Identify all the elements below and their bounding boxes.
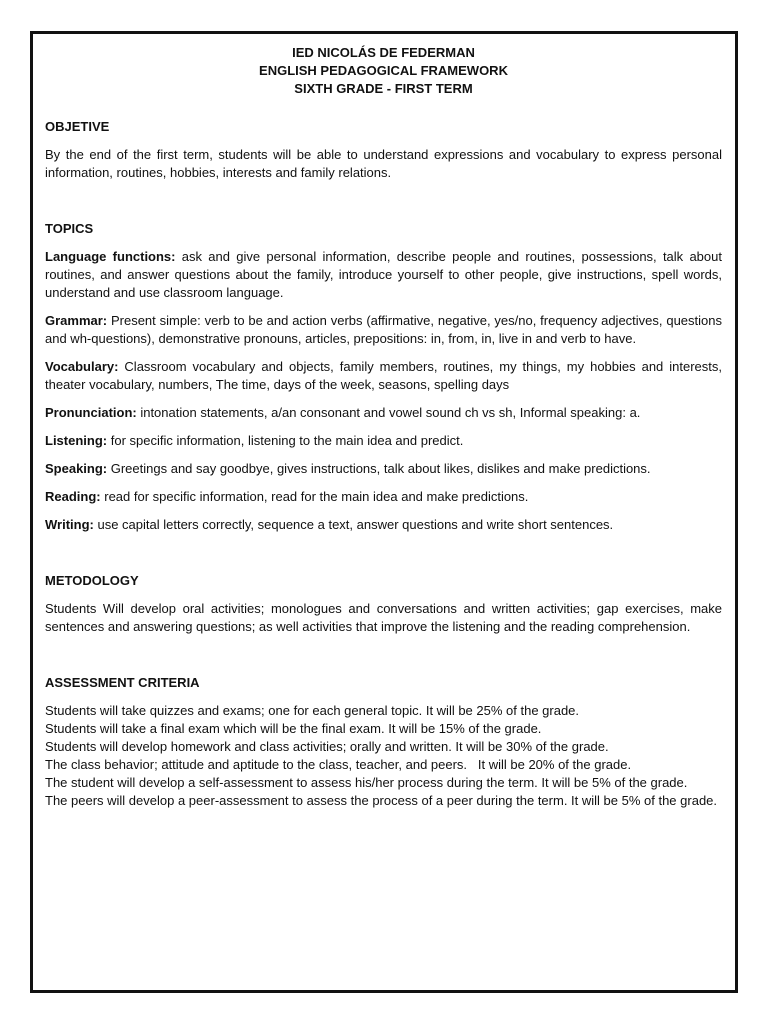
topic-label: Writing: bbox=[45, 517, 94, 532]
topic-label: Pronunciation: bbox=[45, 405, 137, 420]
topic-text: for specific information, listening to the main idea and predict. bbox=[107, 433, 464, 448]
assessment-heading: ASSESSMENT CRITERIA bbox=[45, 675, 200, 690]
document-body bbox=[45, 44, 722, 810]
topic-text: use capital letters correctly, sequence a text, answer questions and write short sentences. bbox=[93, 517, 614, 532]
methodology-heading: METODOLOGY bbox=[45, 573, 139, 588]
topic-text: Present simple: verb to be and action verbs (affirmative, negative, yes/no, frequency adjectives, questions and wh-questions), demonstrative pronouns, articles, prepositions: in, from, in, live in and verb to have. bbox=[45, 313, 722, 346]
methodology-text: Students Will develop oral activities; monologues and conversations and written activities; gap exercises, make sentences and answering questions; as well activities that improve the listening and the reading comprehension. bbox=[45, 601, 722, 634]
assessment-list bbox=[45, 702, 722, 810]
topic-reading bbox=[45, 488, 722, 506]
grade-term: SIXTH GRADE - FIRST TERM bbox=[294, 81, 473, 96]
framework-title: ENGLISH PEDAGOGICAL FRAMEWORK bbox=[259, 63, 508, 78]
topic-text: intonation statements, a/an consonant and vowel sound ch vs sh, Informal speaking: a. bbox=[136, 405, 641, 420]
topics-heading: TOPICS bbox=[45, 221, 94, 236]
topic-writing bbox=[45, 516, 722, 534]
objective-text: By the end of the first term, students will be able to understand expressions and vocabulary to express personal information, routines, hobbies, interests and family relations. bbox=[45, 147, 722, 180]
topic-label: Vocabulary: bbox=[45, 359, 119, 374]
topic-label: Speaking: bbox=[45, 461, 108, 476]
topic-label: Listening: bbox=[45, 433, 108, 448]
assessment-item: The student will develop a self-assessment to assess his/her process during the term. It will be 5% of the grade. bbox=[45, 775, 688, 790]
topic-speaking bbox=[45, 460, 722, 478]
topic-label: Language functions: bbox=[45, 249, 176, 264]
document-header bbox=[45, 44, 722, 98]
school-name: IED NICOLÁS DE FEDERMAN bbox=[292, 45, 475, 60]
topic-text: Classroom vocabulary and objects, family members, routines, my things, my hobbies and interests, theater vocabulary, numbers, The time, days of the week, seasons, spelling days bbox=[45, 359, 722, 392]
topic-text: Greetings and say goodbye, gives instructions, talk about likes, dislikes and make predictions. bbox=[107, 461, 651, 476]
topic-label: Grammar: bbox=[45, 313, 108, 328]
assessment-item: Students will take a final exam which will be the final exam. It will be 15% of the grade. bbox=[45, 721, 542, 736]
topic-text: read for specific information, read for the main idea and make predictions. bbox=[100, 489, 529, 504]
assessment-item: The peers will develop a peer-assessment to assess the process of a peer during the term. It will be 5% of the grade. bbox=[45, 793, 718, 808]
topic-language-functions bbox=[45, 248, 722, 302]
assessment-item: Students will take quizzes and exams; one for each general topic. It will be 25% of the grade. bbox=[45, 703, 580, 718]
topic-pronunciation bbox=[45, 404, 722, 422]
topic-listening bbox=[45, 432, 722, 450]
objective-heading: OBJETIVE bbox=[45, 119, 110, 134]
topic-label: Reading: bbox=[45, 489, 101, 504]
topic-vocabulary bbox=[45, 358, 722, 394]
assessment-item: Students will develop homework and class activities; orally and written. It will be 30% of the grade. bbox=[45, 739, 609, 754]
assessment-item: The class behavior; attitude and aptitude to the class, teacher, and peers. It will be 20% of the grade. bbox=[45, 757, 632, 772]
topic-grammar bbox=[45, 312, 722, 348]
topic-text: ask and give personal information, describe people and routines, possessions, talk about routines, and answer questions about the family, introduce yourself to other people, give instructions, spell words, understand and use classroom language. bbox=[45, 249, 722, 300]
